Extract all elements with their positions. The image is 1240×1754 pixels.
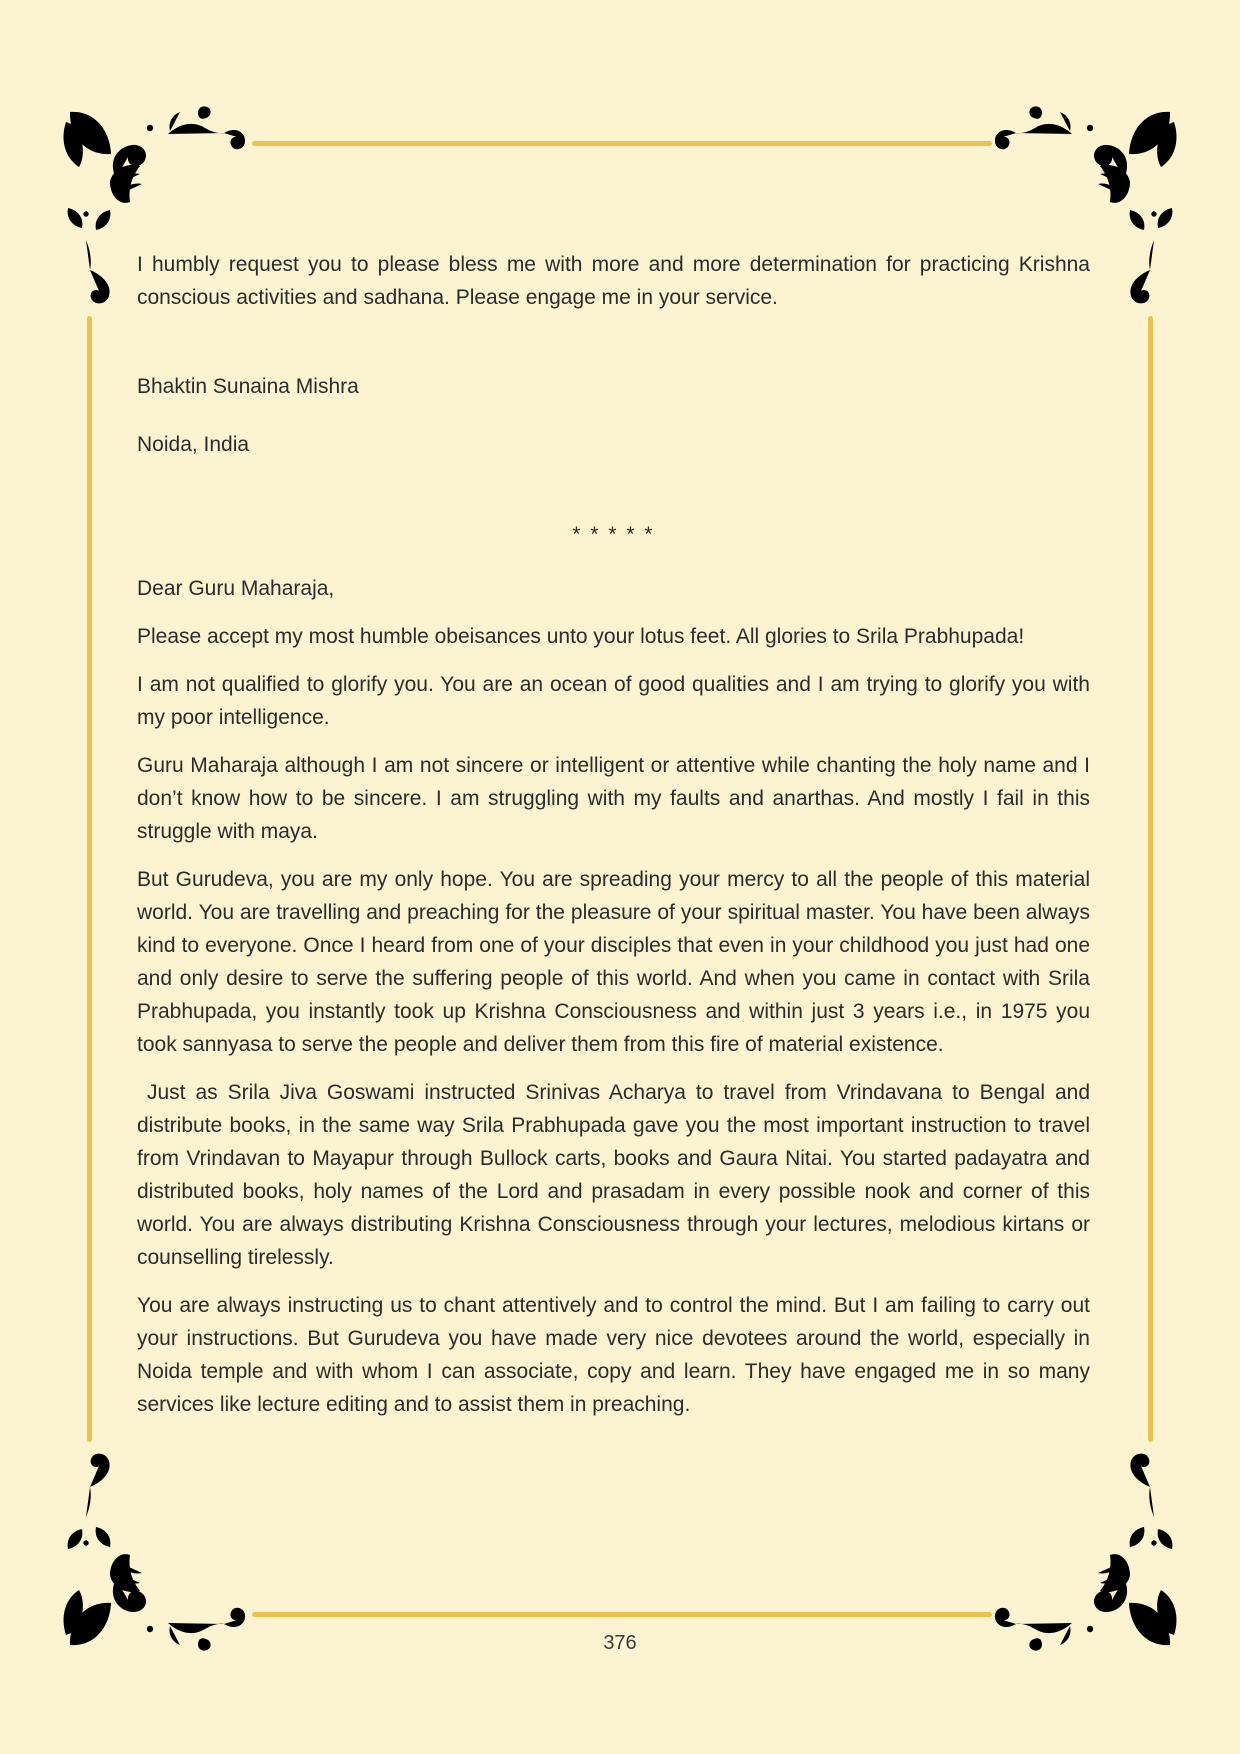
floral-corner-bottom-right-icon [988,1439,1188,1659]
signature-location: Noida, India [137,433,250,456]
letter-paragraph: Guru Maharaja although I am not sincere or intelligent or attentive while chanting the holy name and I don’t know how to be sincere. I am struggling with my faults and anarthas. And mostly I fail in this struggle with maya. [137,754,1096,843]
separator-stars: * * * * * [572,523,655,546]
letter-paragraph: I humbly request you to please bless me with more and more determination for practicing Krishna conscious activities and sadhana. Please engage me in your service. [137,253,1096,309]
letter-body [137,248,1096,1436]
letter-paragraph: Just as Srila Jiva Goswami instructed Srinivas Acharya to travel from Vrindavana to Bengal and distribute books, in the same way Srila Prabhupada gave you the most important instruction to travel from Vrindavan to Mayapur through Bullock carts, books and Gaura Nitai. You started padayatra and distributed books, holy names of the Lord and prasadam in every possible nook and corner of this world. You are always distributing Krishna Consciousness through your lectures, melodious kirtans or counselling tirelessly. [137,1081,1096,1269]
salutation: Dear Guru Maharaja, [137,577,335,600]
letter-paragraph: Please accept my most humble obeisances unto your lotus feet. All glories to Srila Prabhupada! [137,625,1025,648]
letter-paragraph: But Gurudeva, you are my only hope. You are spreading your mercy to all the people of this material world. You are travelling and preaching for the pleasure of your spiritual master. You have been always kind to everyone. Once I heard from one of your disciples that even in your childhood you just had one and only desire to serve the suffering people of this world. And when you came in contact with Srila Prabhupada, you instantly took up Krishna Consciousness and within just 3 years i.e., in 1975 you took sannyasa to serve the people and deliver them from this fire of material existence. [137,868,1096,1056]
signature-name: Bhaktin Sunaina Mishra [137,375,359,398]
letter-paragraph: You are always instructing us to chant attentively and to control the mind. But I am failing to carry out your instructions. But Gurudeva you have made very nice devotees around the world, especially in Noida temple and with whom I can associate, copy and learn. They have engaged me in so many services like lecture editing and to assist them in preaching. [137,1294,1096,1416]
letter-paragraph: I am not qualified to glorify you. You are an ocean of good qualities and I am trying to glorify you with my poor intelligence. [137,673,1096,729]
page-number: 376 [603,1632,637,1654]
frame-top-line [252,141,992,146]
frame-bottom-line [252,1612,992,1617]
frame-right-line [1148,316,1153,1442]
frame-left-line [87,316,92,1442]
floral-corner-bottom-left-icon [52,1439,252,1659]
